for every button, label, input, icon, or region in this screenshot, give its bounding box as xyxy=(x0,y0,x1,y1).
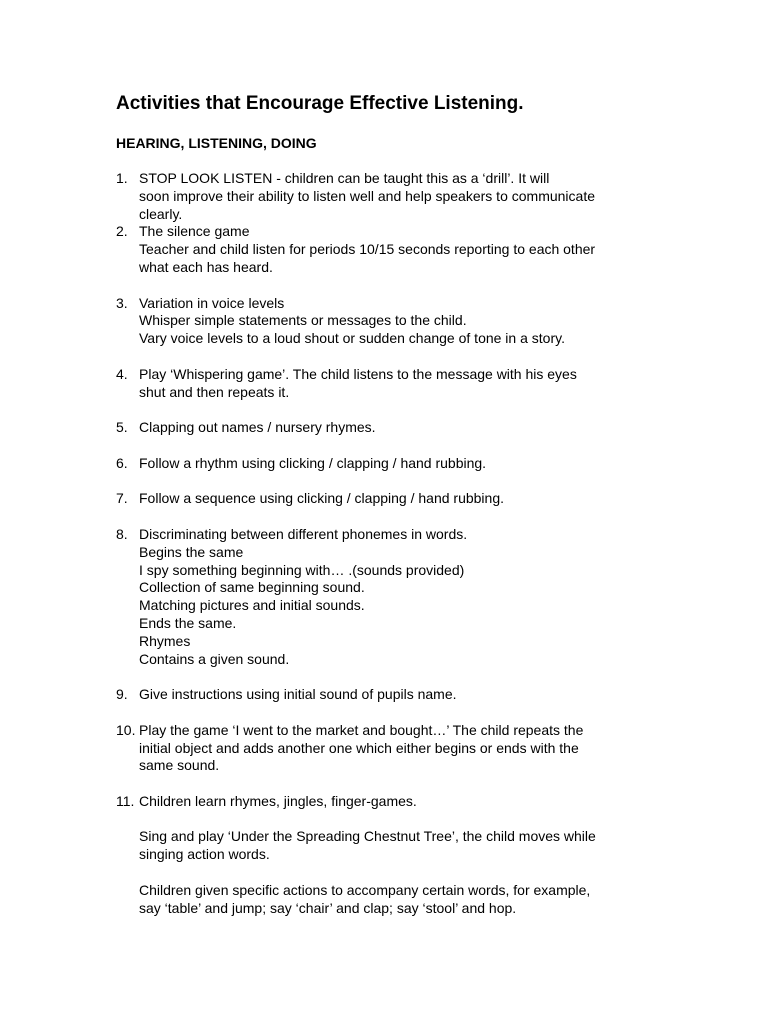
activity-list xyxy=(116,170,656,917)
list-item-5 xyxy=(116,419,656,437)
item-line: singing action words. xyxy=(139,846,270,863)
item-line: Vary voice levels to a loud shout or sudden change of tone in a story. xyxy=(139,330,565,347)
item-line: Rhymes xyxy=(139,632,191,649)
item-line: soon improve their ability to listen well and help speakers to communicate xyxy=(139,187,596,204)
list-item-7 xyxy=(116,490,656,508)
item-number: 2. xyxy=(116,223,128,240)
document-subtitle: HEARING, LISTENING, DOING xyxy=(116,135,317,151)
item-number: 1. xyxy=(116,170,128,186)
item-line: Clapping out names / nursery rhymes. xyxy=(139,419,376,436)
item-line: Whisper simple statements or messages to the child. xyxy=(139,312,467,329)
item-number: 8. xyxy=(116,525,128,542)
item-line: Matching pictures and initial sounds. xyxy=(139,597,365,614)
list-item-10 xyxy=(116,722,656,775)
item-number: 3. xyxy=(116,294,128,311)
item-line: STOP LOOK LISTEN - children can be taught this as a ‘drill’. It will xyxy=(139,170,550,186)
list-item-4 xyxy=(116,366,656,402)
item-line: what each has heard. xyxy=(139,258,273,275)
item-line: I spy something beginning with… .(sounds provided) xyxy=(139,561,465,578)
item-number: 6. xyxy=(116,454,128,471)
item-line: Play ‘Whispering game’. The child listens to the message with his eyes xyxy=(139,365,577,382)
item-line: Follow a sequence using clicking / clapping / hand rubbing. xyxy=(139,490,505,507)
list-item-3 xyxy=(116,295,656,348)
document-title: Activities that Encourage Effective Listening. xyxy=(116,93,524,114)
item-line: clearly. xyxy=(139,205,183,222)
item-line: same sound. xyxy=(139,757,220,774)
item-line: Contains a given sound. xyxy=(139,650,290,667)
item-line: Play the game ‘I went to the market and bought…’ The child repeats the xyxy=(139,721,584,738)
item-line: Sing and play ‘Under the Spreading Chestnut Tree’, the child moves while xyxy=(139,828,596,845)
item-number: 11. xyxy=(116,792,135,809)
item-line: Begins the same xyxy=(139,543,244,560)
item-line: Give instructions using initial sound of pupils name. xyxy=(139,686,457,703)
item-line: Teacher and child listen for periods 10/15 seconds reporting to each other xyxy=(139,241,596,258)
item-line: Ends the same. xyxy=(139,614,237,631)
item-number: 10. xyxy=(116,721,136,738)
item-number: 9. xyxy=(116,686,128,703)
item-line: shut and then repeats it. xyxy=(139,383,290,400)
item-line: The silence game xyxy=(139,223,250,240)
item-line: say ‘table’ and jump; say ‘chair’ and clap; say ‘stool’ and hop. xyxy=(139,899,517,916)
item-line: Follow a rhythm using clicking / clapping / hand rubbing. xyxy=(139,454,487,471)
list-item-9 xyxy=(116,686,656,704)
list-item-8 xyxy=(116,526,656,668)
list-item-2 xyxy=(116,223,656,276)
item-line: Children given specific actions to accompany certain words, for example, xyxy=(139,881,591,898)
item-number: 7. xyxy=(116,490,128,507)
item-line: initial object and adds another one which either begins or ends with the xyxy=(139,739,579,756)
item-number: 5. xyxy=(116,419,128,436)
item-line: Children learn rhymes, jingles, finger-games. xyxy=(139,792,417,809)
list-item-6 xyxy=(116,455,656,473)
item-line: Variation in voice levels xyxy=(139,294,285,311)
item-line: Collection of same beginning sound. xyxy=(139,579,365,596)
list-item-11 xyxy=(116,793,656,918)
list-item-1 xyxy=(116,170,656,223)
item-line: Discriminating between different phonemes in words. xyxy=(139,525,468,542)
item-number: 4. xyxy=(116,365,128,382)
